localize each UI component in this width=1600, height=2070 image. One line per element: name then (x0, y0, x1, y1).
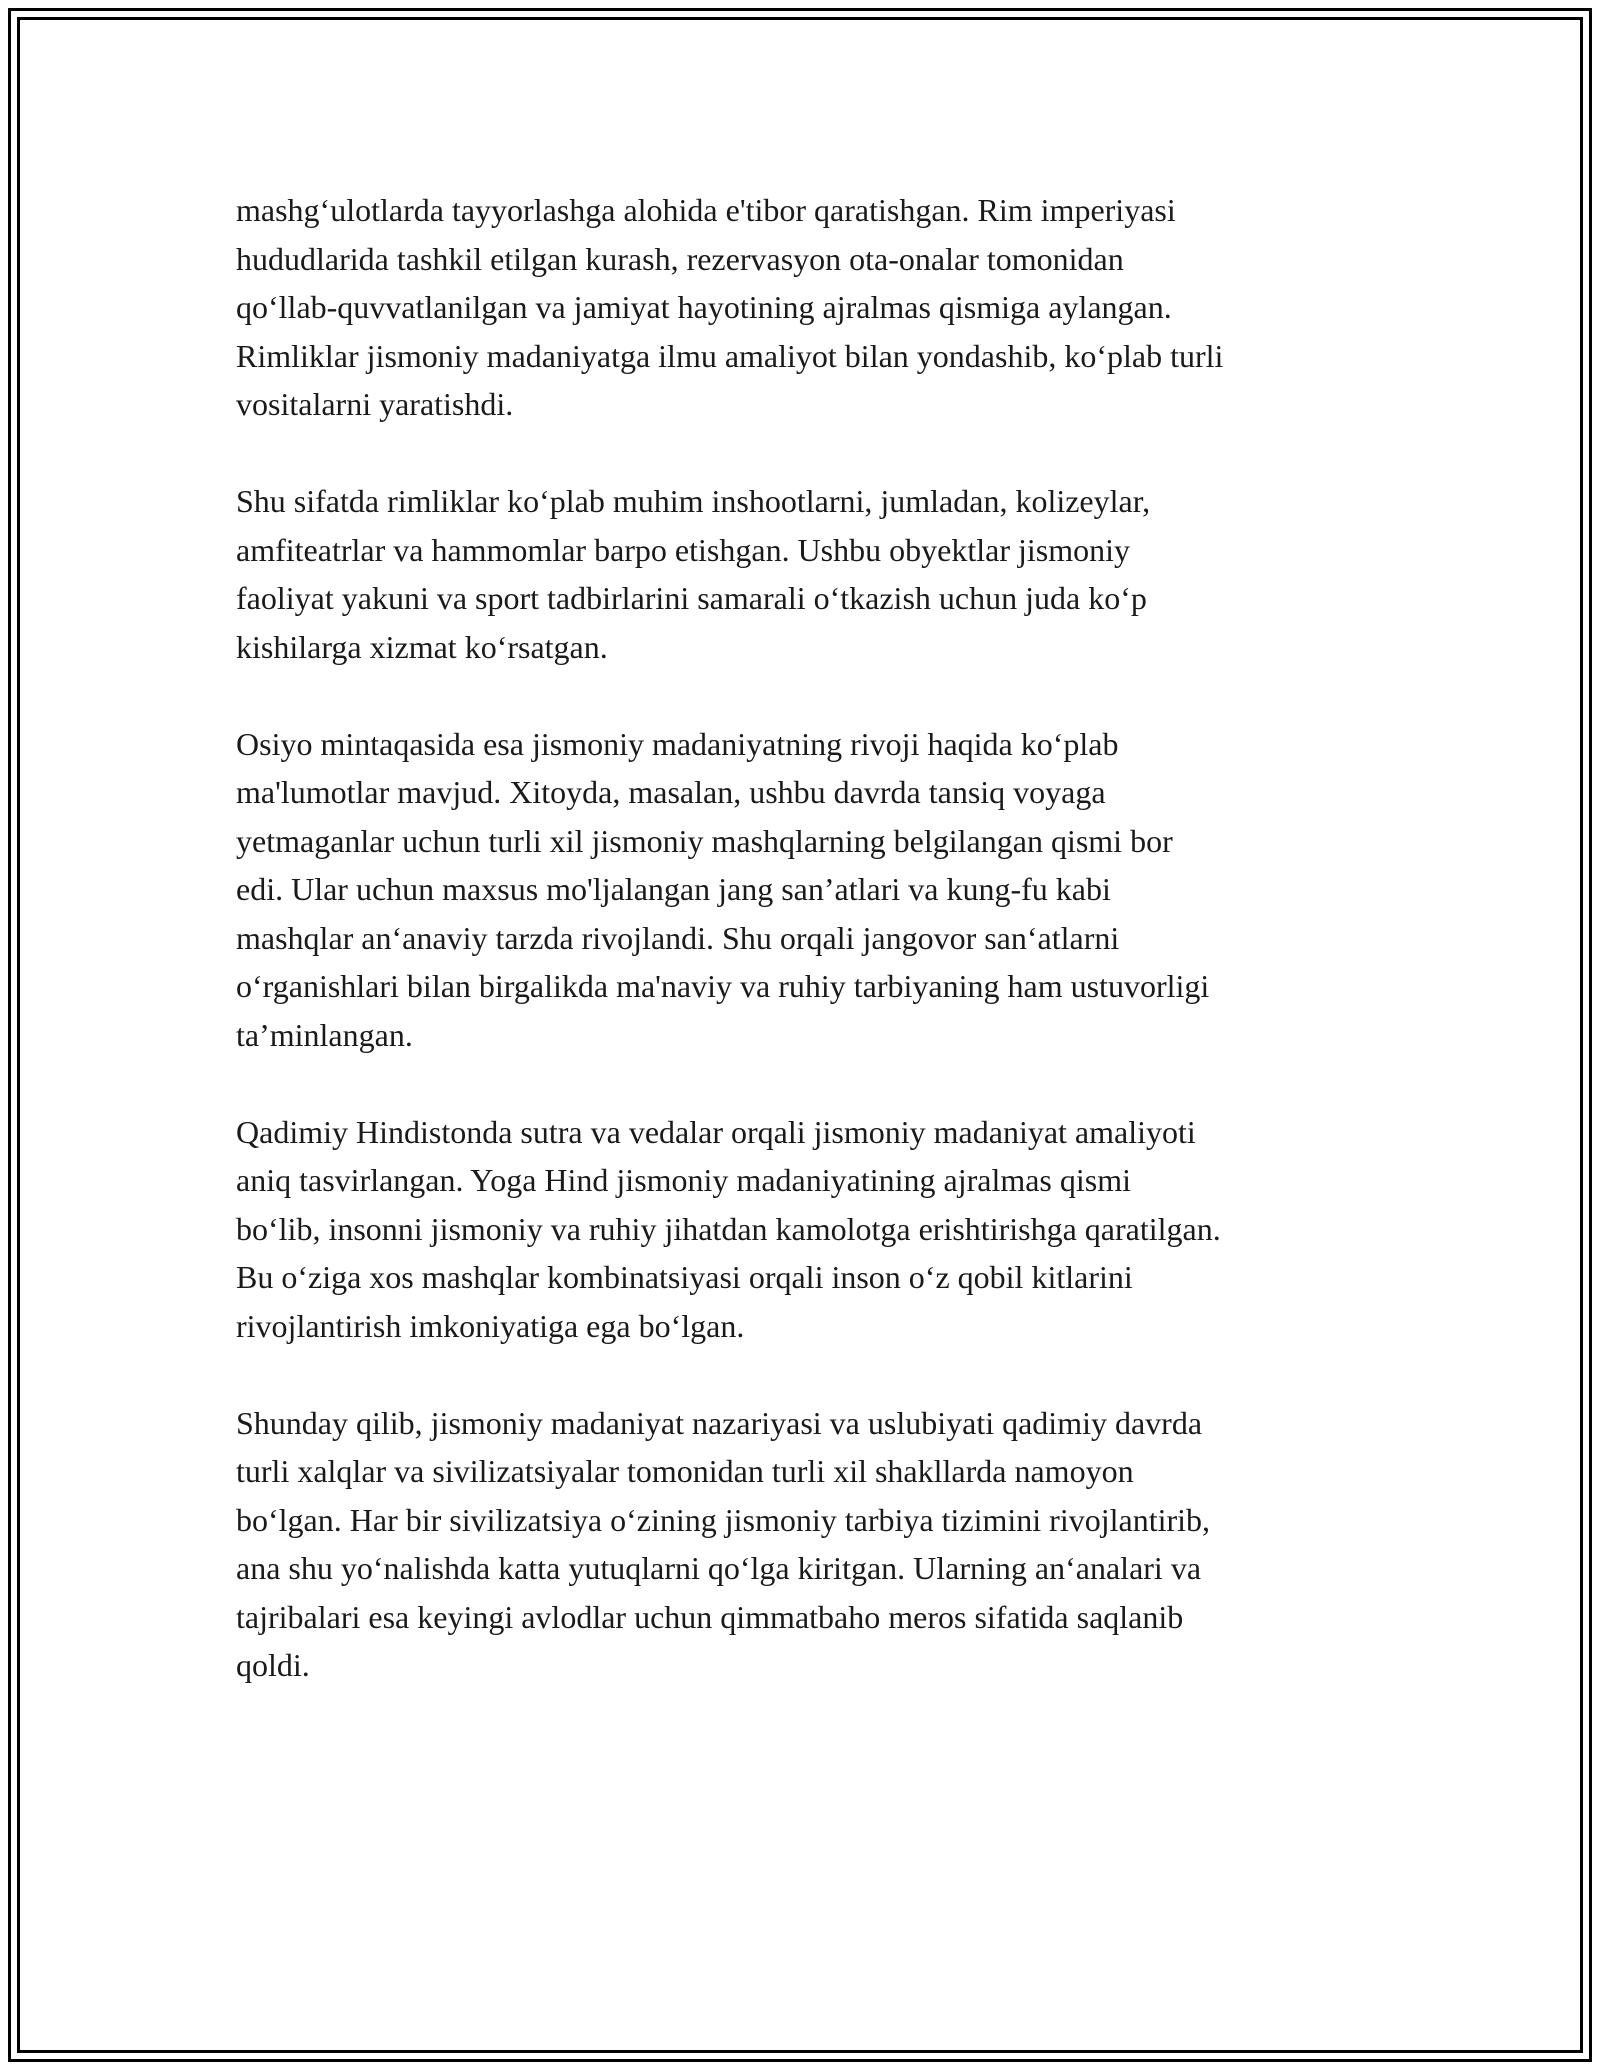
text-line: amfiteatrlar va hammomlar barpo etishgan. Ushbu obyektlar jismoniy (236, 531, 1130, 568)
text-line: ma'lumotlar mavjud. Xitoyda, masalan, ushbu davrda tansiq voyaga (236, 774, 1106, 810)
text-line: ta’minlangan. (236, 1016, 413, 1053)
text-line: Bu o‘ziga xos mashqlar kombinatsiyasi orqali inson o‘z qobil kitlarini (236, 1259, 1133, 1295)
document-body (236, 186, 1386, 1738)
text-line: aniq tasvirlangan. Yoga Hind jismoniy madaniyatining ajralmas qismi (236, 1162, 1131, 1198)
text-line: Osiyo mintaqasida esa jismoniy madaniyatning rivoji haqida ko‘plab (236, 725, 1119, 762)
text-line: turli xalqlar va sivilizatsiyalar tomonidan turli xil shakllarda namoyon (236, 1453, 1134, 1489)
text-line: faoliyat yakuni va sport tadbirlarini samarali o‘tkazish uchun juda ko‘p (236, 580, 1147, 616)
text-line: o‘rganishlari bilan birgalikda ma'naviy va ruhiy tarbiyaning ham ustuvorligi (236, 968, 1210, 1004)
paragraph-5 (236, 1399, 1386, 1690)
paragraph-2 (236, 477, 1386, 671)
text-line: mashg‘ulotlarda tayyorlashga alohida e'tibor qaratishgan. Rim imperiyasi (236, 192, 1176, 228)
text-line: mashqlar an‘anaviy tarzda rivojlandi. Shu orqali jangovor san‘atlarni (236, 919, 1120, 956)
paragraph-1 (236, 186, 1386, 429)
text-line: qoldi. (236, 1647, 310, 1683)
text-line: vositalarni yaratishdi. (236, 386, 514, 422)
text-line: bo‘lgan. Har bir sivilizatsiya o‘zining jismoniy tarbiya tizimini rivojlantirib, (236, 1501, 1211, 1538)
text-line: edi. Ular uchun maxsus mo'ljalangan jang san’atlari va kung-fu kabi (236, 871, 1111, 907)
text-line: kishilarga xizmat ko‘rsatgan. (236, 628, 608, 665)
text-line: yetmaganlar uchun turli xil jismoniy mashqlarning belgilangan qismi bor (236, 822, 1173, 859)
paragraph-4 (236, 1108, 1386, 1351)
text-line: tajribalari esa keyingi avlodlar uchun qimmatbaho meros sifatida saqlanib (236, 1598, 1184, 1635)
text-line: qo‘llab-quvvatlanilgan va jamiyat hayotining ajralmas qismiga aylangan. (236, 289, 1172, 325)
text-line: Qadimiy Hindistonda sutra va vedalar orqali jismoniy madaniyat amaliyoti (236, 1113, 1196, 1150)
text-line: rivojlantirish imkoniyatiga ega bo‘lgan. (236, 1307, 745, 1344)
text-line: bo‘lib, insonni jismoniy va ruhiy jihatdan kamolotga erishtirishga qaratilgan. (236, 1210, 1221, 1247)
text-line: hududlarida tashkil etilgan kurash, rezervasyon ota-onalar tomonidan (236, 240, 1124, 277)
text-line: Shunday qilib, jismoniy madaniyat nazariyasi va uslubiyati qadimiy davrda (236, 1404, 1203, 1441)
text-line: ana shu yo‘nalishda katta yutuqlarni qo‘lga kiritgan. Ularning an‘analari va (236, 1550, 1202, 1586)
paragraph-3 (236, 720, 1386, 1060)
text-line: Shu sifatda rimliklar ko‘plab muhim inshootlarni, jumladan, kolizeylar, (236, 483, 1151, 519)
text-line: Rimliklar jismoniy madaniyatga ilmu amaliyot bilan yondashib, ko‘plab turli (236, 337, 1224, 374)
